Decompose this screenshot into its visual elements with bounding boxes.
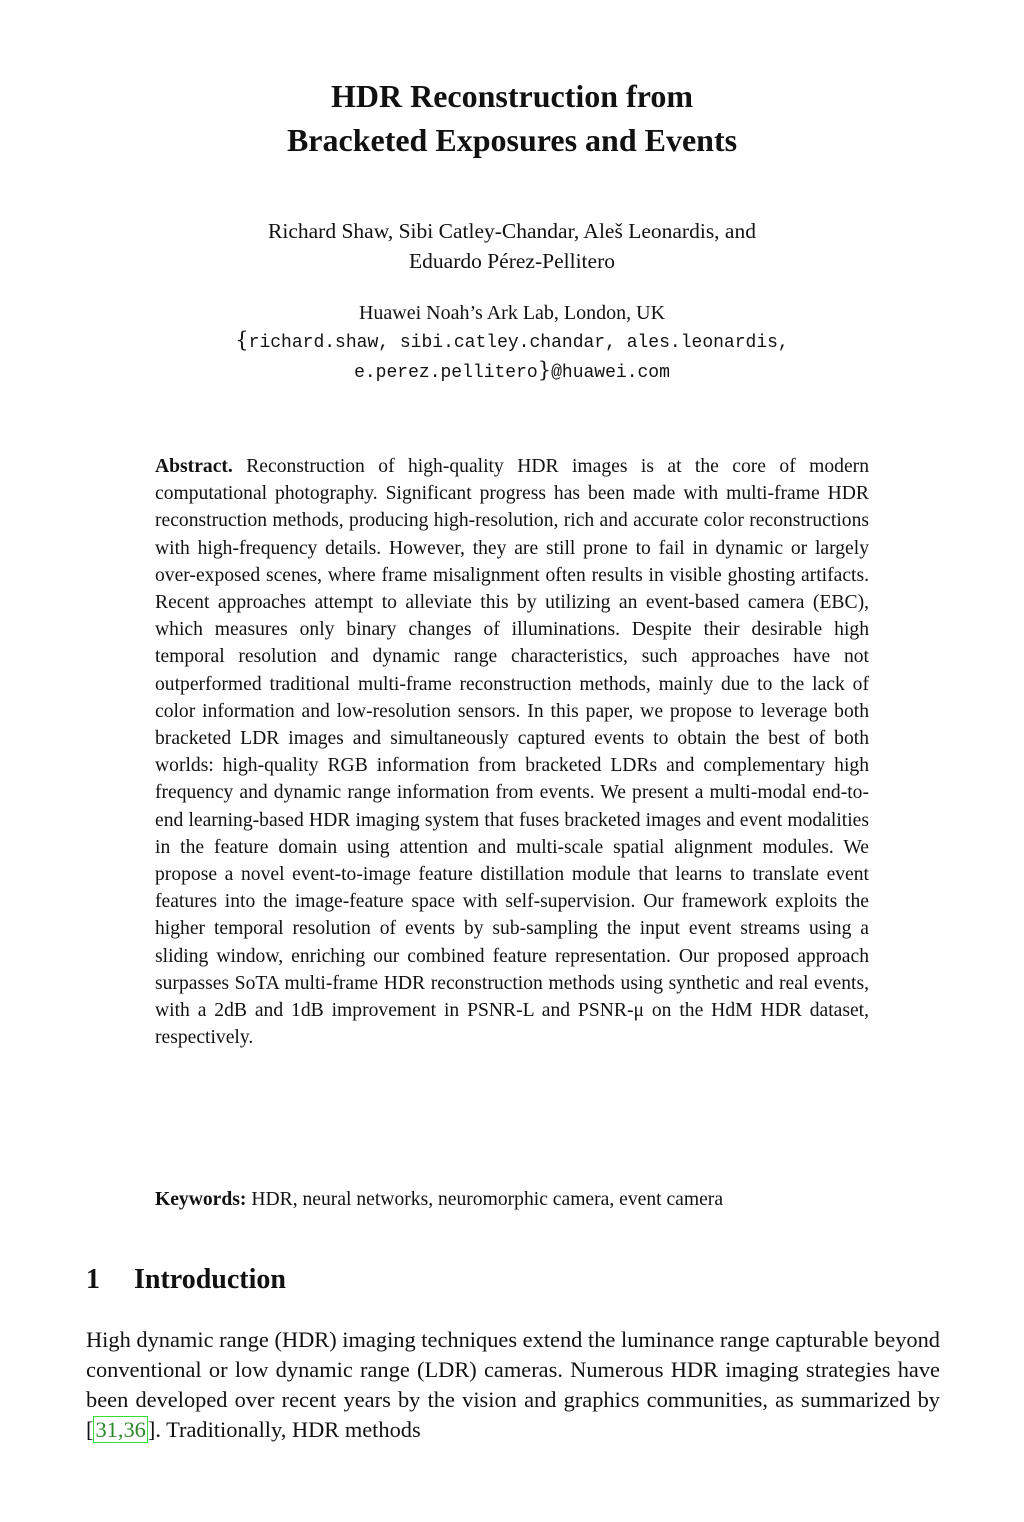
author-list [0, 216, 1024, 276]
section-title: Introduction [134, 1264, 286, 1295]
email-names-1: richard.shaw, sibi.catley.chandar, ales.leonardis, [248, 333, 789, 353]
email-line-1 [0, 327, 1024, 357]
close-brace: } [537, 358, 552, 382]
intro-text-before: High dynamic range (HDR) imaging techniques extend the luminance range capturable beyond conventional or low dynamic range (LDR) cameras. Numerous HDR imaging strategies have been developed over recent years by the vision and graphics communities, as summarized by [ [86, 1327, 940, 1442]
title-line-1: HDR Reconstruction from [330, 78, 693, 114]
affiliation-block [0, 300, 1024, 387]
open-brace: { [235, 328, 249, 352]
email-names-2: e.perez.pellitero [354, 363, 538, 383]
title-line-2: Bracketed Exposures and Events [286, 122, 738, 158]
keywords [155, 1186, 869, 1213]
section-number: 1 [86, 1264, 100, 1295]
section-heading [86, 1262, 946, 1298]
authors-line-2: Eduardo Pérez-Pellitero [409, 249, 615, 273]
authors-line-1: Richard Shaw, Sibi Catley-Chandar, Aleš Leonardis, and [268, 219, 756, 243]
paper-title [0, 74, 1024, 162]
abstract-text: Reconstruction of high-quality HDR images is at the core of modern computational photography. Significant progress has been made with multi-frame HDR reconstruction methods, producing high-resolution, rich and accurate color reconstructions with high-frequency details. However, they are still prone to fail in dynamic or largely over-exposed scenes, where frame misalignment often results in visible ghosting artifacts. Recent approaches attempt to alleviate this by utilizing an event-based camera (EBC), which measures only binary changes of illuminations. Despite their desirable high temporal resolution and dynamic range characteristics, such approaches have not outperformed traditional multi-frame reconstruction methods, mainly due to the lack of color information and low-resolution sensors. In this paper, we propose to leverage both bracketed LDR images and simultaneously captured events to obtain the best of both worlds: high-quality RGB information from bracketed LDRs and complementary high frequency and dynamic range information from events. We present a multi-modal end-to-end learning-based HDR imaging system that fuses bracketed images and event modalities in the feature domain using attention and multi-scale spatial alignment modules. We propose a novel event-to-image feature distillation module that learns to translate event features into the image-feature space with self-supervision. Our framework exploits the higher temporal resolution of events by sub-sampling the input event streams using a sliding window, enriching our combined feature representation. Our proposed approach surpasses SoTA multi-frame HDR reconstruction methods using synthetic and real events, with a 2dB and 1dB improvement in PSNR-L and PSNR-μ on the HdM HDR dataset, respectively. [155, 456, 869, 1049]
abstract-label: Abstract. [155, 456, 233, 477]
keywords-label: Keywords: [155, 1189, 247, 1210]
email-domain: @huawei.com [551, 363, 670, 383]
intro-paragraph [86, 1325, 940, 1445]
intro-text-after: ]. Traditionally, HDR methods [147, 1417, 421, 1442]
institution: Huawei Noah’s Ark Lab, London, UK [358, 302, 666, 324]
citation-link[interactable]: 31,36 [95, 1417, 146, 1442]
abstract [155, 453, 869, 1051]
email-line-2 [0, 357, 1024, 387]
keywords-text: HDR, neural networks, neuromorphic camera, event camera [251, 1189, 724, 1210]
